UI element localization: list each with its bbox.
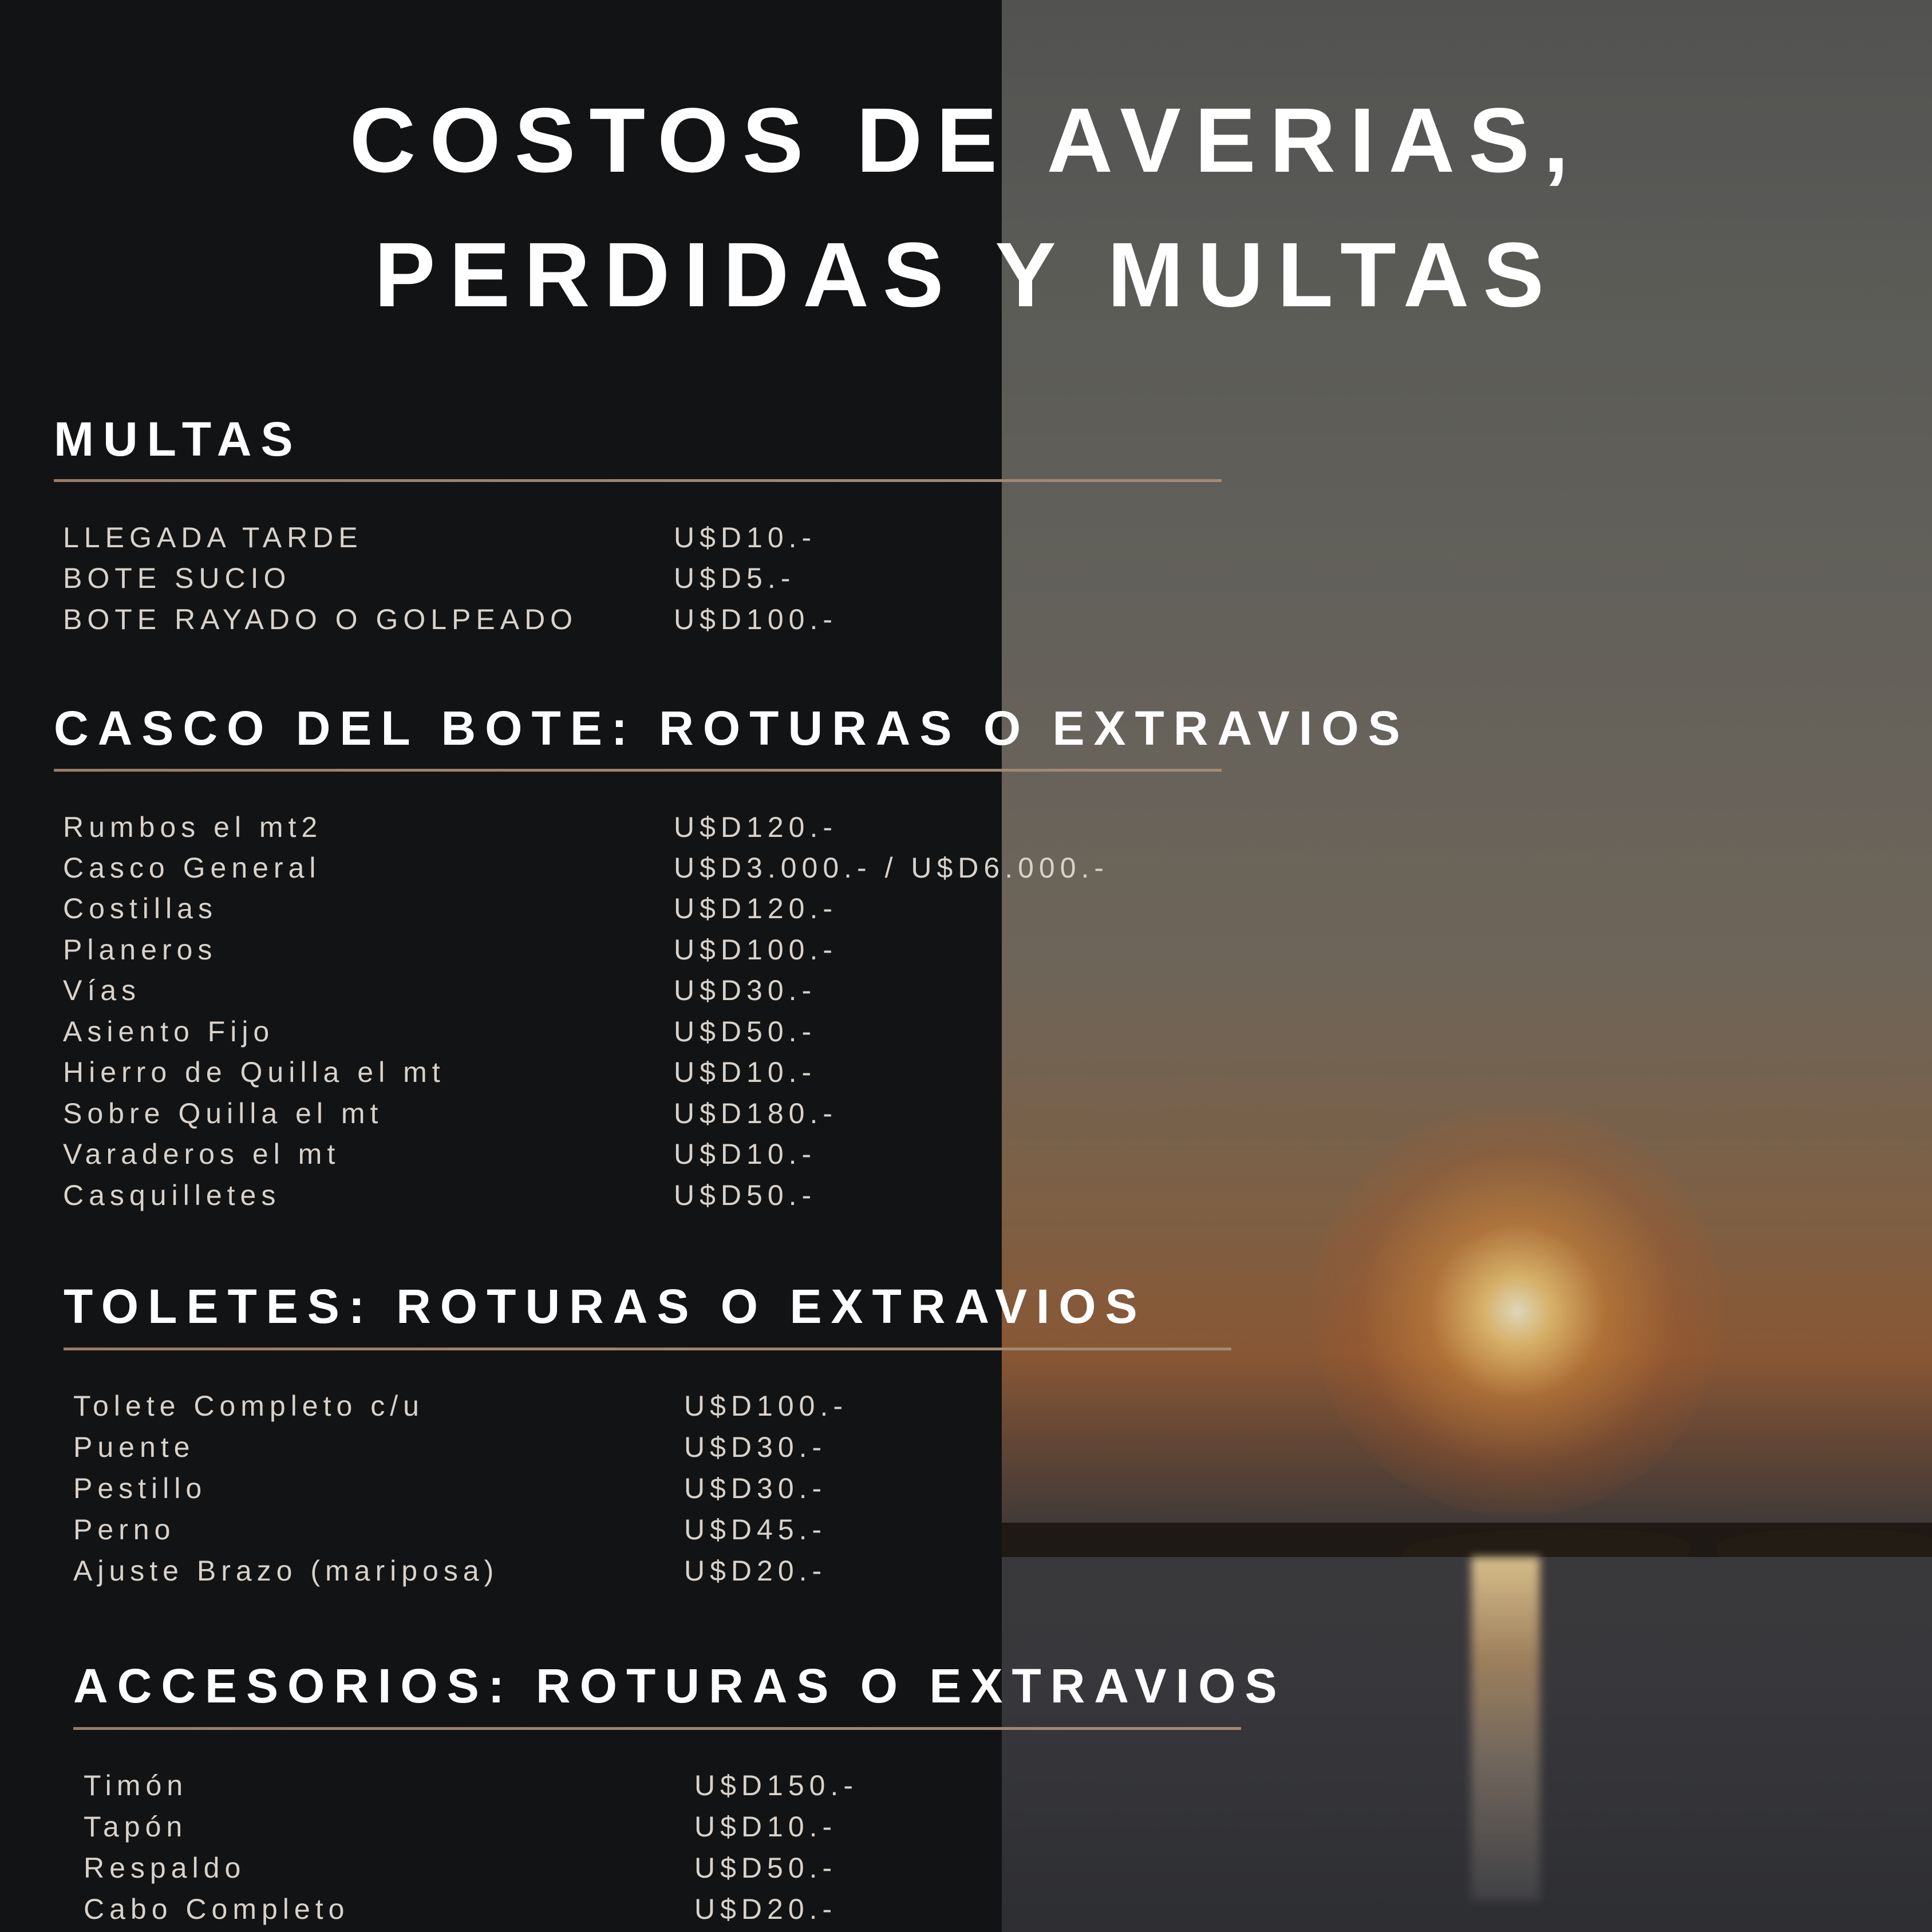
item-label: Perno xyxy=(73,1514,176,1546)
page-title-line-1: COSTOS DE AVERIAS, xyxy=(349,89,1583,191)
item-label: BOTE RAYADO O GOLPEADO xyxy=(63,603,578,635)
item-label: Respaldo xyxy=(84,1852,246,1884)
section-heading-accesorios: ACCESORIOS: ROTURAS O EXTRAVIOS xyxy=(73,1659,1286,1713)
item-label: Planeros xyxy=(63,934,218,966)
section-heading-toletes: TOLETES: ROTURAS O EXTRAVIOS xyxy=(64,1279,1147,1333)
item-label: Puente xyxy=(73,1431,195,1463)
item-label: Sobre Quilla el mt xyxy=(63,1097,384,1129)
item-price: U$D30.- xyxy=(684,1431,827,1463)
item-price: U$D3.000.- / U$D6.000.- xyxy=(674,852,1109,884)
item-price: U$D10.- xyxy=(674,1138,817,1170)
item-price: U$D150.- xyxy=(694,1769,858,1801)
item-label: Tolete Completo c/u xyxy=(73,1390,424,1422)
section-divider xyxy=(54,479,1222,482)
item-price: U$D100.- xyxy=(674,934,837,966)
item-price: U$D120.- xyxy=(674,892,837,924)
item-label: Vías xyxy=(63,974,141,1006)
section-heading-multas: MULTAS xyxy=(54,412,302,466)
item-price: U$D50.- xyxy=(694,1852,837,1884)
item-price: U$D30.- xyxy=(684,1472,827,1504)
item-label: Tapón xyxy=(84,1811,188,1843)
item-label: Timón xyxy=(84,1769,188,1801)
item-label: LLEGADA TARDE xyxy=(63,521,363,554)
item-price: U$D100.- xyxy=(684,1390,848,1422)
section-divider xyxy=(54,769,1222,772)
item-price: U$D50.- xyxy=(674,1179,817,1211)
item-label: Pestillo xyxy=(73,1472,207,1504)
item-price: U$D180.- xyxy=(674,1097,837,1129)
item-label: Ajuste Brazo (mariposa) xyxy=(73,1555,499,1587)
section-divider xyxy=(64,1348,1231,1350)
item-price: U$D45.- xyxy=(684,1514,827,1546)
item-label: Cabo Completo xyxy=(84,1893,350,1925)
page-title-line-2: PERDIDAS Y MULTAS xyxy=(374,223,1558,326)
item-label: Hierro de Quilla el mt xyxy=(63,1056,445,1088)
item-price: U$D20.- xyxy=(694,1893,837,1925)
item-price: U$D100.- xyxy=(674,603,837,635)
item-label: Asiento Fijo xyxy=(63,1016,275,1048)
item-price: U$D50.- xyxy=(674,1016,817,1048)
section-heading-casco: CASCO DEL BOTE: ROTURAS O EXTRAVIOS xyxy=(54,701,1409,755)
item-label: Costillas xyxy=(63,892,218,924)
item-price: U$D10.- xyxy=(694,1811,837,1843)
item-label: Casquilletes xyxy=(63,1179,281,1211)
item-price: U$D5.- xyxy=(674,562,796,594)
item-price: U$D10.- xyxy=(674,521,817,554)
item-price: U$D20.- xyxy=(684,1555,827,1587)
item-label: Rumbos el mt2 xyxy=(63,811,323,843)
item-price: U$D120.- xyxy=(674,811,837,843)
item-price: U$D10.- xyxy=(674,1056,817,1088)
item-label: Casco General xyxy=(63,852,321,884)
section-divider xyxy=(73,1727,1241,1730)
item-label: BOTE SUCIO xyxy=(63,562,291,594)
item-label: Varaderos el mt xyxy=(63,1138,341,1170)
item-price: U$D30.- xyxy=(674,974,817,1006)
